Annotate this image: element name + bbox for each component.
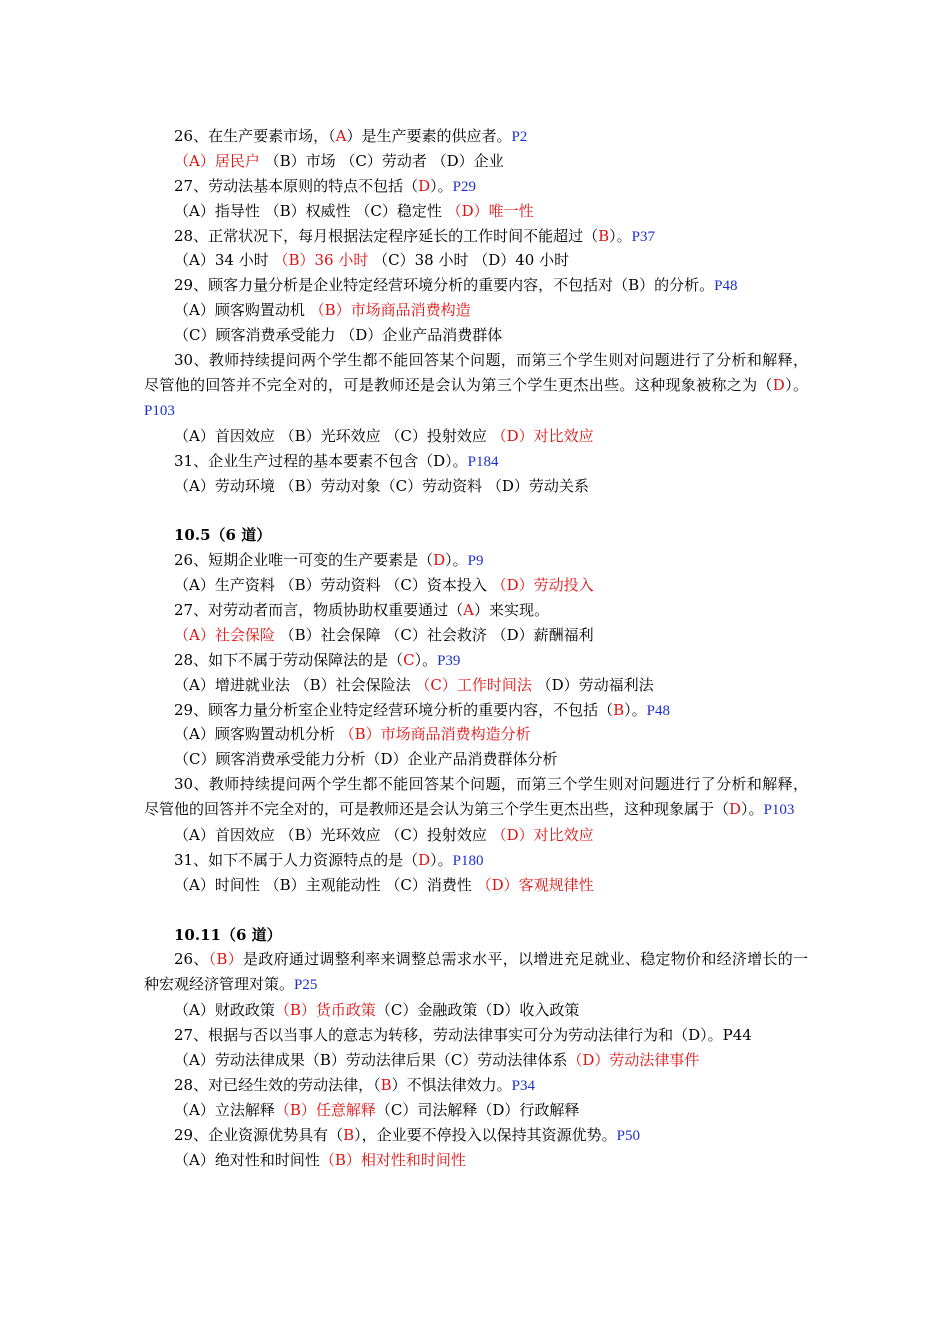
text-segment: （C）顾客消费承受能力分析（D）企业产品消费群体分析 — [174, 750, 558, 769]
page-ref: P37 — [631, 228, 655, 245]
text-segment: 是政府通过调整利率来调整总需求水平，以增进充足就业、稳定物价和经济增长的一种宏观经济管理对策。 — [144, 950, 808, 994]
text-segment: ）。 — [414, 650, 438, 669]
options-line — [144, 149, 808, 174]
text-segment: （A）顾客购置动机分析 — [174, 725, 340, 744]
answer-text: B — [380, 1075, 392, 1094]
text-segment: （C）顾客消费承受能力 （D）企业产品消费群体 — [174, 326, 503, 345]
text-segment: 28、正常状况下，每月根据法定程序延长的工作时间不能超过（ — [174, 226, 599, 245]
answer-text: （A）居民户 — [174, 151, 260, 170]
text-segment: 10.5（6 道） — [174, 526, 272, 545]
page-ref: P48 — [714, 278, 738, 295]
text-segment: ）。 — [784, 375, 808, 394]
blank-line — [144, 498, 808, 523]
text-segment: （C）38 小时 （D）40 小时 — [368, 251, 570, 270]
options-line — [144, 823, 808, 848]
page-ref: P103 — [144, 402, 175, 419]
text-segment: （A）顾客购置动机 — [174, 301, 310, 320]
text-segment: （A）立法解释 — [174, 1100, 275, 1119]
options-line — [144, 573, 808, 598]
question-line — [144, 174, 808, 199]
text-segment: 26、短期企业唯一可变的生产要素是（ — [174, 551, 434, 570]
question-line — [144, 848, 808, 873]
answer-text: （B） — [208, 950, 244, 969]
page-ref: P103 — [763, 802, 795, 819]
answer-text: C — [403, 650, 415, 669]
answer-text: B — [598, 226, 610, 245]
text-segment: （A）劳动环境 （B）劳动对象（C）劳动资料 （D）劳动关系 — [174, 476, 589, 495]
answer-text: （B）36 小时 — [273, 251, 369, 270]
options-line — [144, 1098, 808, 1123]
text-segment: 27、根据与否以当事人的意志为转移，劳动法律事实可分为劳动法律行为和（D）。P44 — [174, 1026, 752, 1045]
text-segment: 29、顾客力量分析室企业特定经营环境分析的重要内容，不包括（ — [174, 700, 614, 719]
text-segment: ）。 — [624, 700, 647, 719]
text-segment: （C）金融政策（D）收入政策 — [375, 1001, 580, 1020]
text-segment: B — [628, 276, 640, 295]
page-ref: P25 — [294, 977, 318, 994]
page-ref: P2 — [511, 129, 528, 145]
text-segment: （D）劳动福利法 — [531, 675, 654, 694]
page-ref: P29 — [452, 178, 476, 195]
question-line — [144, 1123, 808, 1148]
text-segment: （A）劳动法律成果（B）劳动法律后果（C）劳动法律体系 — [174, 1051, 568, 1070]
text-segment: （A）首因效应 （B）光环效应 （C）投射效应 — [174, 826, 492, 845]
text-segment: ）是生产要素的供应者。 — [346, 127, 512, 145]
question-line — [144, 772, 808, 823]
page-ref: P180 — [452, 852, 484, 869]
answer-text: （B）任意解释 — [274, 1100, 376, 1119]
options-line — [144, 298, 808, 323]
answer-text: B — [613, 700, 625, 719]
answer-text: D — [433, 551, 446, 570]
question-line — [144, 698, 808, 723]
text-segment: （C）司法解释（D）行政解释 — [375, 1100, 580, 1119]
page-ref: P39 — [437, 652, 461, 669]
question-line — [144, 449, 808, 474]
text-segment: ）的分析。 — [639, 276, 715, 295]
text-segment: ）。 — [445, 551, 468, 570]
text-segment: ），企业要不停投入以保持其资源优势。 — [354, 1125, 617, 1144]
page-ref: P34 — [511, 1077, 535, 1094]
options-line — [144, 873, 808, 898]
document-body — [144, 124, 808, 1173]
text-segment: ）不惧法律效力。 — [391, 1075, 512, 1094]
text-segment: （A）绝对性和时间性 — [174, 1150, 320, 1169]
options-line — [144, 323, 808, 348]
text-segment: 30、教师持续提问两个学生都不能回答某个问题，而第三个学生则对问题进行了分析和解释，尽管他的回答并不完全对的，可是教师还是会认为第三个学生更杰出些，这种现象属于（ — [144, 775, 808, 819]
options-line — [144, 474, 808, 499]
text-segment: ）。 — [609, 226, 632, 245]
text-segment: （A）首因效应 （B）光环效应 （C）投射效应 — [174, 426, 492, 445]
answer-text: （D）对比效应 — [491, 826, 594, 845]
options-line — [144, 998, 808, 1023]
text-segment: （B）市场 （C）劳动者 （D）企业 — [259, 151, 504, 170]
text-segment: 31、企业生产过程的基本要素不包含（D）。 — [174, 451, 468, 470]
question-line — [144, 1023, 808, 1048]
answer-text: D — [418, 176, 431, 195]
text-segment: （A）生产资料 （B）劳动资料 （C）资本投入 — [174, 576, 492, 595]
text-segment: ）。 — [430, 850, 453, 869]
answer-text: （D）对比效应 — [491, 426, 594, 445]
options-line — [144, 1048, 808, 1073]
text-segment: 29、顾客力量分析是企业特定经营环境分析的重要内容，不包括对（ — [174, 276, 629, 295]
text-segment: 26、在生产要素市场，（ — [174, 127, 336, 145]
answer-text: D — [418, 850, 431, 869]
section-heading — [144, 923, 808, 948]
options-line — [144, 722, 808, 747]
text-segment: （A）增进就业法 （B）社会保险法 — [174, 675, 416, 694]
text-segment: 30、教师持续提问两个学生都不能回答某个问题，而第三个学生则对问题进行了分析和解释，尽管他的回答并不完全对的，可是教师还是会认为第三个学生更杰出些。这种现象被称之为（ — [144, 351, 808, 394]
options-line — [144, 199, 808, 224]
page-ref: P184 — [467, 453, 499, 470]
answer-text: A — [335, 127, 347, 145]
section-heading — [144, 523, 808, 548]
text-segment: ）。 — [741, 800, 764, 819]
answer-text: （D）唯一性 — [446, 201, 534, 220]
answer-text: （D）劳动投入 — [491, 576, 594, 595]
answer-text: （D）客观规律性 — [476, 875, 594, 894]
text-segment: 29、企业资源优势具有（ — [174, 1125, 344, 1144]
text-segment: （A）时间性 （B）主观能动性 （C）消费性 — [174, 875, 477, 894]
options-line — [144, 747, 808, 772]
question-line — [144, 273, 808, 298]
question-line — [144, 1073, 808, 1098]
question-line — [144, 124, 808, 149]
text-segment: （B）社会保障 （C）社会救济 （D）薪酬福利 — [274, 625, 594, 644]
text-segment: 10.11（6 道） — [174, 925, 282, 944]
answer-text: （B）市场商品消费构造 — [309, 301, 471, 320]
answer-text: D — [772, 375, 785, 394]
question-line — [144, 648, 808, 673]
question-line — [144, 348, 808, 424]
answer-text: B — [343, 1125, 355, 1144]
blank-line — [144, 898, 808, 923]
page-ref: P50 — [616, 1127, 640, 1144]
text-segment: （A）指导性 （B）权威性 （C）稳定性 — [174, 201, 447, 220]
answer-text: （B）市场商品消费构造分析 — [339, 725, 531, 744]
options-line — [144, 673, 808, 698]
text-segment: ）。 — [430, 176, 453, 195]
text-segment: （A）财政政策 — [174, 1001, 275, 1020]
text-segment: 27、劳动法基本原则的特点不包括（ — [174, 176, 419, 195]
answer-text: （D）劳动法律事件 — [567, 1051, 700, 1070]
text-segment: 28、对已经生效的劳动法律，（ — [174, 1075, 381, 1094]
page-ref: P48 — [646, 702, 670, 719]
text-segment: （A）34 小时 — [174, 251, 274, 270]
answer-text: （C）工作时间法 — [415, 675, 532, 694]
answer-text: （B）相对性和时间性 — [319, 1150, 466, 1169]
text-segment: 31、如下不属于人力资源特点的是（ — [174, 850, 419, 869]
question-line — [144, 548, 808, 573]
answer-text: （B）货币政策 — [274, 1001, 376, 1020]
question-line — [144, 947, 808, 998]
answer-text: A — [463, 600, 474, 619]
options-line — [144, 623, 808, 648]
page-ref: P9 — [467, 553, 484, 570]
answer-text: D — [729, 800, 742, 819]
options-line — [144, 1148, 808, 1173]
options-line — [144, 248, 808, 273]
answer-text: （A）社会保险 — [174, 625, 275, 644]
text-segment: ）来实现。 — [473, 600, 549, 619]
options-line — [144, 424, 808, 449]
question-line — [144, 598, 808, 623]
question-line — [144, 224, 808, 249]
text-segment: 26、 — [174, 950, 209, 969]
text-segment: 27、对劳动者而言，物质协助权重要通过（ — [174, 600, 464, 619]
text-segment: 28、如下不属于劳动保障法的是（ — [174, 650, 404, 669]
